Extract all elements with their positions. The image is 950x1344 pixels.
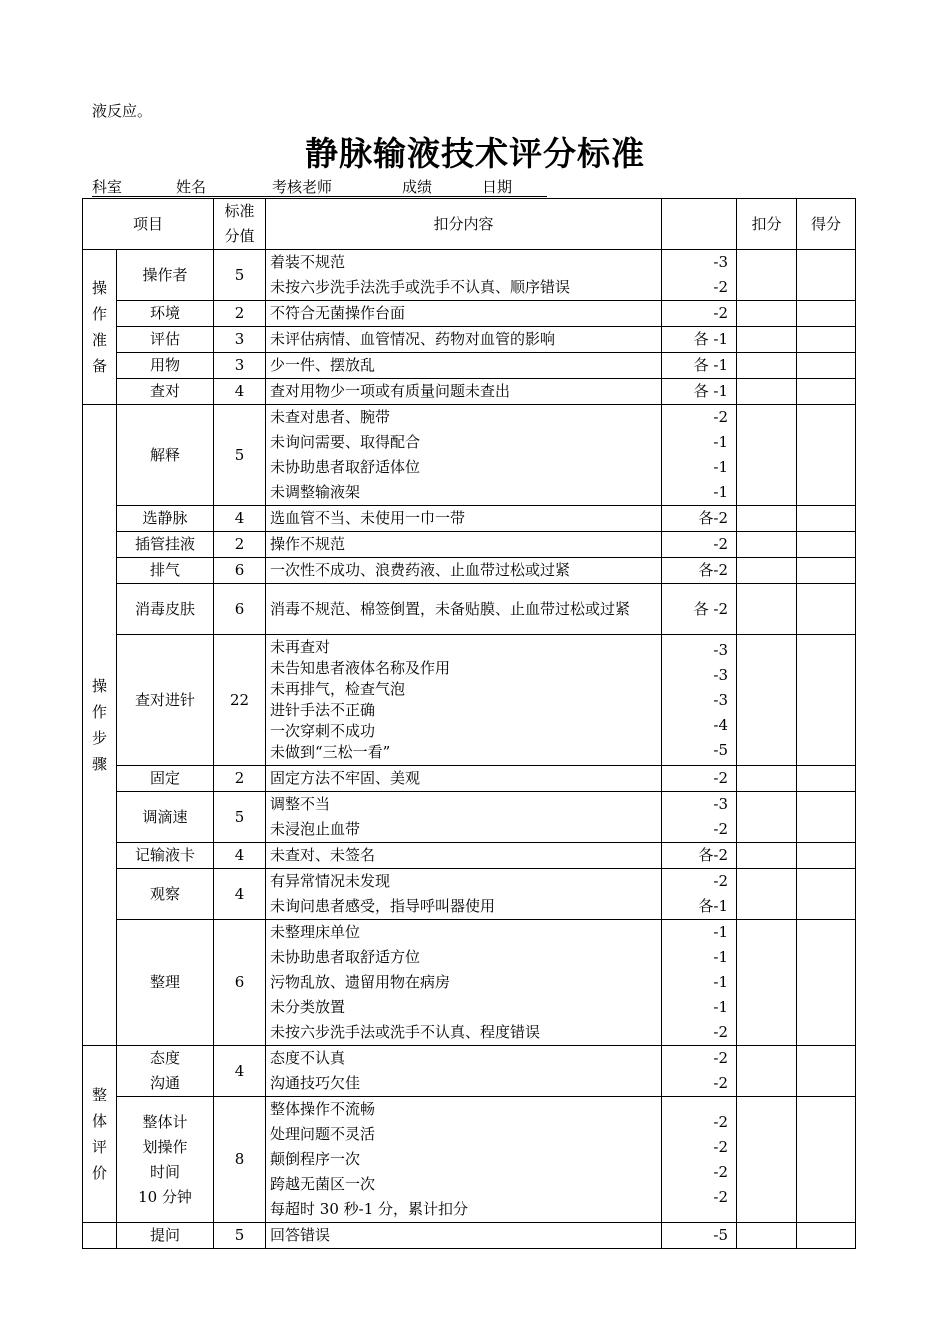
points-cell <box>662 869 737 920</box>
item-line: 沟通 <box>150 1074 181 1092</box>
content-cell: 少一件、摆放乱 <box>266 353 662 379</box>
deduct-input-cell[interactable] <box>737 843 797 869</box>
content-line: 跨越无菌区一次 <box>270 1175 376 1193</box>
item-cell: 用物 <box>117 353 214 379</box>
item-cell: 固定 <box>117 766 214 792</box>
deduct-input-cell[interactable] <box>737 327 797 353</box>
points-line: -2 <box>713 1137 729 1156</box>
table-row <box>83 250 856 301</box>
deduct-input-cell[interactable] <box>737 405 797 506</box>
content-line: 未查对患者、腕带 <box>270 408 391 426</box>
points-line: -2 <box>713 278 729 296</box>
points-line: -2 <box>713 408 729 426</box>
table-row <box>83 506 856 532</box>
table-row <box>83 1097 856 1223</box>
score-cell: 3 <box>214 327 266 353</box>
item-cell: 记输液卡 <box>117 843 214 869</box>
deduct-input-cell[interactable] <box>737 379 797 405</box>
score-cell: 4 <box>214 869 266 920</box>
score-cell: 4 <box>214 843 266 869</box>
name-label: 姓名 <box>176 178 207 196</box>
points-cell <box>662 1046 737 1097</box>
get-input-cell[interactable] <box>797 1223 856 1249</box>
item-cell: 查对进针 <box>117 635 214 766</box>
header-get: 得分 <box>797 199 856 250</box>
get-input-cell[interactable] <box>797 1046 856 1097</box>
points-line: 各-1 <box>698 897 729 915</box>
content-cell <box>266 405 662 506</box>
points-cell <box>662 635 737 766</box>
get-input-cell[interactable] <box>797 792 856 843</box>
table-row <box>83 920 856 1046</box>
content-cell: 选血管不当、未使用一巾一带 <box>266 506 662 532</box>
points-line: -2 <box>713 872 729 890</box>
item-cell: 选静脉 <box>117 506 214 532</box>
content-line: 未协助患者取舒适方位 <box>270 948 421 966</box>
content-line: 未整理床单位 <box>270 923 361 941</box>
points-line: -2 <box>713 1162 729 1181</box>
content-cell: 查对用物少一项或有质量问题未查出 <box>266 379 662 405</box>
examiner-label: 考核老师 <box>272 178 333 196</box>
score-cell: 2 <box>214 532 266 558</box>
score-cell: 5 <box>214 405 266 506</box>
header-content: 扣分内容 <box>266 199 662 250</box>
points-cell: -2 <box>662 766 737 792</box>
points-line: -1 <box>713 973 729 991</box>
content-line: 处理问题不灵活 <box>270 1125 376 1143</box>
score-cell: 5 <box>214 792 266 843</box>
points-cell: -5 <box>662 1223 737 1249</box>
section-cell <box>83 1223 117 1249</box>
header-standard-line: 标准 <box>224 202 255 220</box>
score-cell: 4 <box>214 506 266 532</box>
content-cell: 未查对、未签名 <box>266 843 662 869</box>
points-line: -2 <box>713 820 729 838</box>
get-input-cell[interactable] <box>797 301 856 327</box>
content-cell: 操作不规范 <box>266 532 662 558</box>
header-standard-line: 分值 <box>224 227 255 245</box>
points-line: -2 <box>713 1049 729 1067</box>
item-cell <box>117 1046 214 1097</box>
points-line: -1 <box>713 483 729 501</box>
table-row <box>83 405 856 506</box>
table-row <box>83 301 856 327</box>
content-cell <box>266 250 662 301</box>
content-line: 未浸泡止血带 <box>270 820 361 838</box>
table-row <box>83 792 856 843</box>
points-cell: 各 -1 <box>662 353 737 379</box>
get-input-cell[interactable] <box>797 327 856 353</box>
points-line: -1 <box>713 998 729 1016</box>
table-header-row <box>83 199 856 250</box>
points-line: -2 <box>713 1187 729 1206</box>
score-cell: 5 <box>214 1223 266 1249</box>
content-line: 未再排气，检查气泡 <box>270 680 406 698</box>
points-cell <box>662 405 737 506</box>
dept-label: 科室 <box>92 178 123 196</box>
section-label: 操作准备 <box>91 279 107 375</box>
table-row <box>83 1223 856 1249</box>
get-input-cell[interactable] <box>797 869 856 920</box>
item-cell: 操作者 <box>117 250 214 301</box>
points-cell: 各-2 <box>662 843 737 869</box>
content-cell <box>266 920 662 1046</box>
content-line: 未分类放置 <box>270 998 346 1016</box>
points-cell <box>662 792 737 843</box>
score-cell: 6 <box>214 584 266 635</box>
content-cell <box>266 1046 662 1097</box>
get-input-cell[interactable] <box>797 379 856 405</box>
item-cell: 整理 <box>117 920 214 1046</box>
get-input-cell[interactable] <box>797 250 856 301</box>
section-label: 操作步骤 <box>91 677 107 773</box>
points-line: -2 <box>713 1074 729 1092</box>
header-points-blank <box>662 199 737 250</box>
table-row <box>83 584 856 635</box>
exam-info-line <box>92 176 547 197</box>
item-cell: 查对 <box>117 379 214 405</box>
points-cell <box>662 250 737 301</box>
item-cell: 排气 <box>117 558 214 584</box>
points-cell: 各 -1 <box>662 327 737 353</box>
section-label: 整体评价 <box>91 1086 107 1182</box>
table-row <box>83 1046 856 1097</box>
get-input-cell[interactable] <box>797 405 856 506</box>
content-line: 整体操作不流畅 <box>270 1100 376 1118</box>
points-line: -3 <box>713 690 729 709</box>
table-row <box>83 558 856 584</box>
score-cell: 4 <box>214 379 266 405</box>
content-cell <box>266 869 662 920</box>
content-line: 未询问患者感受，指导呼叫器使用 <box>270 897 496 915</box>
get-input-cell[interactable] <box>797 506 856 532</box>
content-line: 颠倒程序一次 <box>270 1150 361 1168</box>
points-line: -3 <box>713 665 729 684</box>
get-input-cell[interactable] <box>797 558 856 584</box>
content-line: 未调整输液架 <box>270 483 361 501</box>
get-input-cell[interactable] <box>797 635 856 766</box>
date-label: 日期 <box>482 178 513 196</box>
get-input-cell[interactable] <box>797 1097 856 1223</box>
points-line: -2 <box>713 1023 729 1041</box>
preceding-text: 液反应。 <box>92 102 153 120</box>
deduct-input-cell[interactable] <box>737 250 797 301</box>
deduct-input-cell[interactable] <box>737 635 797 766</box>
points-cell: -2 <box>662 301 737 327</box>
get-input-cell[interactable] <box>797 920 856 1046</box>
section-cell <box>83 1046 117 1223</box>
content-line: 一次穿刺不成功 <box>270 722 376 740</box>
item-line: 10 分钟 <box>138 1187 192 1206</box>
content-cell: 未评估病情、血管情况、药物对血管的影响 <box>266 327 662 353</box>
points-line: -5 <box>713 740 729 759</box>
deduct-input-cell[interactable] <box>737 792 797 843</box>
deduct-input-cell[interactable] <box>737 1223 797 1249</box>
table-row <box>83 766 856 792</box>
content-line: 有异常情况未发现 <box>270 872 391 890</box>
content-line: 未告知患者液体名称及作用 <box>270 659 451 677</box>
content-cell: 消毒不规范、棉签倒置，未备贴膜、止血带过松或过紧 <box>266 584 662 635</box>
content-line: 未按六步洗手法或洗手不认真、程度错误 <box>270 1023 541 1041</box>
deduct-input-cell[interactable] <box>737 1046 797 1097</box>
content-cell: 不符合无菌操作台面 <box>266 301 662 327</box>
get-input-cell[interactable] <box>797 766 856 792</box>
scoring-table <box>82 198 856 1249</box>
deduct-input-cell[interactable] <box>737 869 797 920</box>
item-line: 划操作 <box>142 1137 188 1156</box>
points-line: -1 <box>713 458 729 476</box>
content-line: 污物乱放、遗留用物在病房 <box>270 973 451 991</box>
score-cell: 2 <box>214 766 266 792</box>
points-line: -1 <box>713 433 729 451</box>
item-cell: 环境 <box>117 301 214 327</box>
item-cell: 消毒皮肤 <box>117 584 214 635</box>
deduct-input-cell[interactable] <box>737 353 797 379</box>
table-row <box>83 327 856 353</box>
points-cell: 各 -2 <box>662 584 737 635</box>
table-row <box>83 379 856 405</box>
points-cell: 各-2 <box>662 506 737 532</box>
content-cell <box>266 1097 662 1223</box>
points-line: -1 <box>713 948 729 966</box>
item-cell: 提问 <box>117 1223 214 1249</box>
content-line: 未询问需要、取得配合 <box>270 433 421 451</box>
item-line: 时间 <box>150 1162 181 1181</box>
score-cell: 4 <box>214 1046 266 1097</box>
score-cell: 8 <box>214 1097 266 1223</box>
get-input-cell[interactable] <box>797 353 856 379</box>
item-cell: 解释 <box>117 405 214 506</box>
points-line: -1 <box>713 923 729 941</box>
content-cell: 回答错误 <box>266 1223 662 1249</box>
item-line: 整体计 <box>142 1112 188 1131</box>
deduct-input-cell[interactable] <box>737 532 797 558</box>
item-cell: 调滴速 <box>117 792 214 843</box>
score-cell: 3 <box>214 353 266 379</box>
score-cell: 2 <box>214 301 266 327</box>
header-item: 项目 <box>83 199 214 250</box>
section-cell <box>83 405 117 1046</box>
content-cell: 固定方法不牢固、美观 <box>266 766 662 792</box>
content-line: 未再查对 <box>270 638 331 656</box>
page-title: 静脉输液技术评分标准 <box>305 134 645 173</box>
points-cell: 各 -1 <box>662 379 737 405</box>
deduct-input-cell[interactable] <box>737 1097 797 1223</box>
content-line: 态度不认真 <box>270 1049 346 1067</box>
item-cell <box>117 1097 214 1223</box>
points-line: -3 <box>713 640 729 659</box>
get-input-cell[interactable] <box>797 843 856 869</box>
score-cell: 5 <box>214 250 266 301</box>
content-line: 未协助患者取舒适体位 <box>270 458 421 476</box>
deduct-input-cell[interactable] <box>737 584 797 635</box>
points-cell: -2 <box>662 532 737 558</box>
points-cell: 各-2 <box>662 558 737 584</box>
points-cell <box>662 1097 737 1223</box>
table-row <box>83 843 856 869</box>
deduct-input-cell[interactable] <box>737 766 797 792</box>
content-cell: 一次性不成功、浪费药液、止血带过松或过紧 <box>266 558 662 584</box>
header-deduct: 扣分 <box>737 199 797 250</box>
get-input-cell[interactable] <box>797 584 856 635</box>
item-cell: 观察 <box>117 869 214 920</box>
points-line: -4 <box>713 715 729 734</box>
points-line: -3 <box>713 795 729 813</box>
content-line: 沟通技巧欠佳 <box>270 1074 361 1092</box>
points-line: -3 <box>713 253 729 271</box>
header-standard <box>214 199 266 250</box>
table-row <box>83 532 856 558</box>
item-cell: 评估 <box>117 327 214 353</box>
deduct-input-cell[interactable] <box>737 506 797 532</box>
score-cell: 6 <box>214 558 266 584</box>
table-row <box>83 869 856 920</box>
item-line: 态度 <box>150 1049 181 1067</box>
content-line: 调整不当 <box>270 795 331 813</box>
content-cell <box>266 635 662 766</box>
points-line: -2 <box>713 1112 729 1131</box>
table-row <box>83 353 856 379</box>
table-row <box>83 635 856 766</box>
section-cell <box>83 250 117 405</box>
points-cell <box>662 920 737 1046</box>
deduct-input-cell[interactable] <box>737 558 797 584</box>
get-input-cell[interactable] <box>797 532 856 558</box>
content-line: 未按六步洗手法洗手或洗手不认真、顺序错误 <box>270 278 571 296</box>
content-cell <box>266 792 662 843</box>
score-cell: 22 <box>214 635 266 766</box>
score-cell: 6 <box>214 920 266 1046</box>
score-label: 成绩 <box>402 178 433 196</box>
content-line: 未做到“三松一看” <box>270 743 391 761</box>
content-line: 着装不规范 <box>270 253 346 271</box>
content-line: 进针手法不正确 <box>270 701 376 719</box>
content-line: 每超时 30 秒-1 分，累计扣分 <box>270 1200 469 1218</box>
deduct-input-cell[interactable] <box>737 301 797 327</box>
item-cell: 插管挂液 <box>117 532 214 558</box>
deduct-input-cell[interactable] <box>737 920 797 1046</box>
